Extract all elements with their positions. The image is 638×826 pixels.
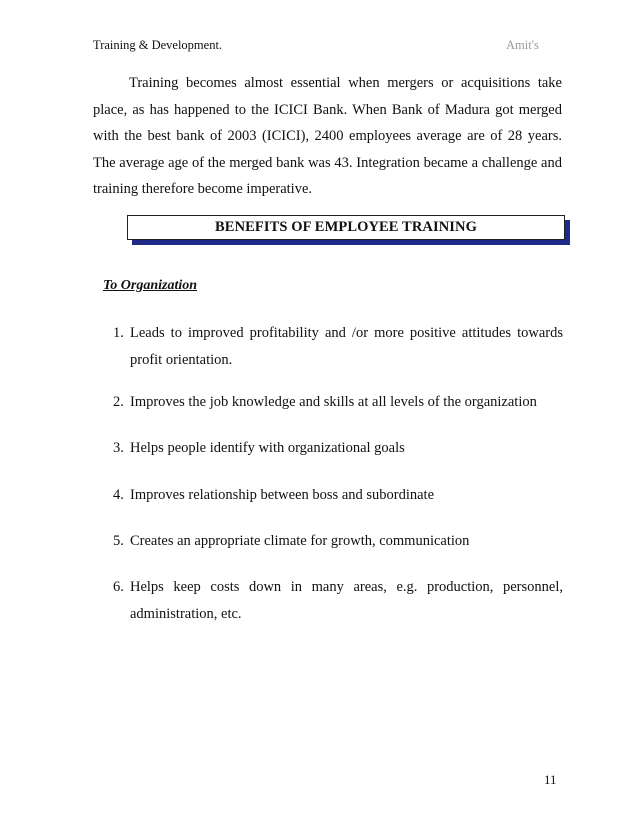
page-header-title: Training & Development. <box>93 38 223 52</box>
list-item-text: Creates an appropriate climate for growth, communication <box>130 533 470 549</box>
list-item <box>113 574 563 627</box>
intro-paragraph: Training becomes almost essential when mergers or acquisitions take place, as has happened to the ICICI Bank. When Bank of Madura got merged with the best bank of 2003 (ICICI), 2400 employees average are of 28 years. The average age of the merged bank was 43. Integration became a challenge and training therefore become imperative. <box>93 75 562 197</box>
page-header-author: Amit's <box>506 38 539 52</box>
list-item-number: 5. <box>113 533 124 549</box>
list-item <box>113 389 563 416</box>
list-item <box>113 435 563 462</box>
section-heading: To Organization <box>103 278 198 293</box>
list-item-text: Improves the job knowledge and skills at all levels of the organization <box>130 394 537 410</box>
banner-title: BENEFITS OF EMPLOYEE TRAINING <box>127 215 565 240</box>
list-item-text: Helps keep costs down in many areas, e.g. production, personnel, administration, etc. <box>130 579 563 622</box>
list-item-number: 1. <box>113 325 124 341</box>
section-banner <box>127 215 565 240</box>
list-item-number: 4. <box>113 487 124 503</box>
list-item-number: 2. <box>113 394 124 410</box>
page-number: 11 <box>544 772 557 787</box>
list-item <box>113 482 563 509</box>
list-item <box>113 320 563 373</box>
list-item-text: Leads to improved profitability and /or more positive attitudes towards profit orientation. <box>130 325 563 368</box>
list-item-number: 6. <box>113 579 124 595</box>
list-item-text: Improves relationship between boss and subordinate <box>130 487 435 503</box>
list-item-number: 3. <box>113 440 124 456</box>
list-item <box>113 528 563 555</box>
list-item-text: Helps people identify with organizational goals <box>130 440 405 456</box>
